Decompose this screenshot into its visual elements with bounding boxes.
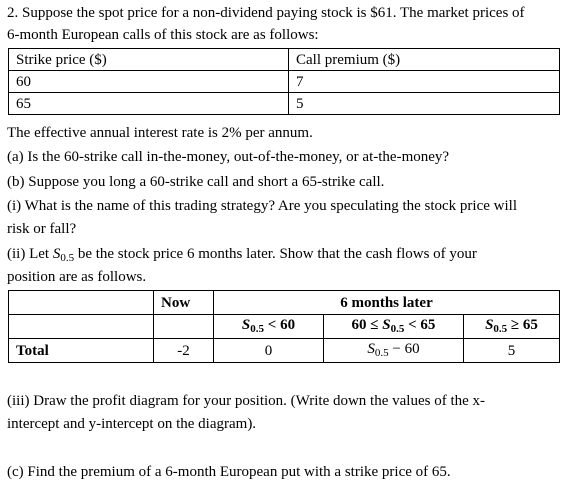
value-60-to-65: $S_{0.5} - 60$	[324, 339, 464, 363]
total-row	[9, 339, 560, 363]
call-premium-header: Call premium ($)	[289, 49, 560, 71]
cash-flow-table	[8, 290, 560, 363]
part-iii-line-1: (iii) Draw the profit diagram for your position. (Write down the values of the x-	[7, 393, 486, 409]
premium-cell: 5	[289, 93, 560, 115]
part-i-line-2: risk or fall?	[7, 221, 77, 237]
part-b-text: (b) Suppose you long a 60-strike call and short a 65-strike call.	[7, 174, 385, 190]
stock-price-symbol: S	[52, 246, 61, 262]
part-iii-line-2: intercept and y-intercept on the diagram).	[7, 416, 257, 432]
cash-flow-header-row	[9, 291, 560, 315]
part-ii-line-1: (ii) Let $S_{0.5}$ be the stock price 6 months later. Show that the cash flows of your	[7, 246, 477, 264]
blank-cell	[9, 315, 154, 339]
interest-rate-text: The effective annual interest rate is 2% per annum.	[7, 125, 313, 141]
part-a-text: (a) Is the 60-strike call in-the-money, out-of-the-money, or at-the-money?	[7, 149, 450, 165]
value-below-60: 0	[214, 339, 324, 363]
question-text-line-2: 6-month European calls of this stock are as follows:	[7, 27, 319, 43]
six-months-later-header: 6 months later	[214, 291, 560, 315]
blank-cell	[154, 315, 214, 339]
condition-above-65: $S_{0.5} \ge 65$	[464, 315, 560, 339]
blank-header-cell	[9, 291, 154, 315]
now-value: -2	[154, 339, 214, 363]
value-above-65: 5	[464, 339, 560, 363]
now-header: Now	[154, 291, 214, 315]
table-header-row	[9, 49, 560, 71]
strike-cell: 60	[9, 71, 289, 93]
call-premium-table	[8, 48, 560, 115]
strike-price-header: Strike price ($)	[9, 49, 289, 71]
part-ii-line-2: position are as follows.	[7, 269, 147, 285]
question-text-line-1: 2. Suppose the spot price for a non-dividend paying stock is $61. The market prices of	[7, 5, 525, 21]
part-i-line-1: (i) What is the name of this trading strategy? Are you speculating the stock price will	[7, 198, 517, 214]
strike-cell: 65	[9, 93, 289, 115]
part-c-text: (c) Find the premium of a 6-month European put with a strike price of 65.	[7, 464, 451, 480]
condition-row	[9, 315, 560, 339]
table-row	[9, 93, 560, 115]
premium-cell: 7	[289, 71, 560, 93]
condition-60-to-65: $60 \le S_{0.5} < 65$	[324, 315, 464, 339]
total-label: Total	[9, 339, 154, 363]
table-row	[9, 71, 560, 93]
condition-below-60: $S_{0.5} < 60$	[214, 315, 324, 339]
